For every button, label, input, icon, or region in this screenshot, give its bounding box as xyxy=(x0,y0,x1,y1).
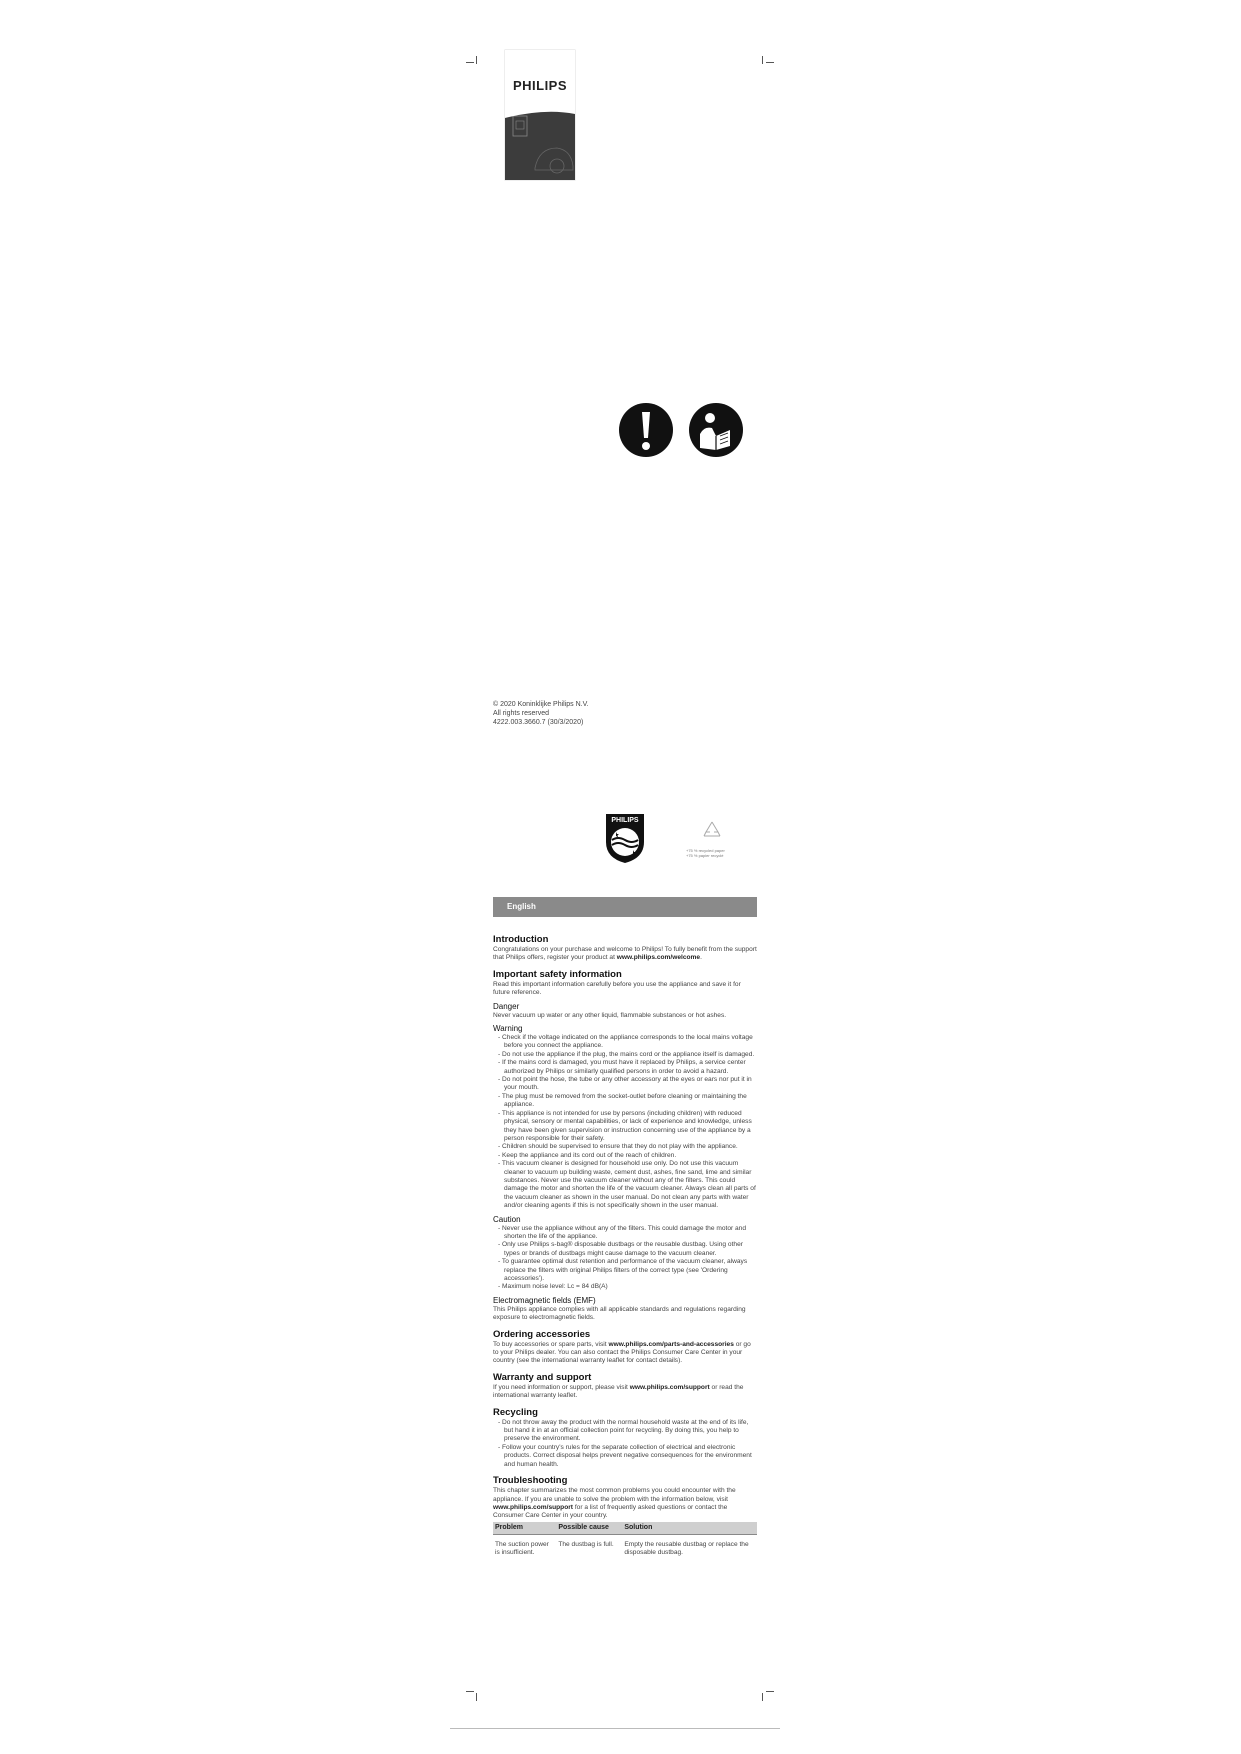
manual-content xyxy=(493,928,757,1557)
document-number: 4222.003.3660.7 (30/3/2020) xyxy=(493,719,584,726)
crop-mark-bottom-left xyxy=(466,1690,476,1700)
warning-list xyxy=(493,1034,757,1211)
caution-list xyxy=(493,1225,757,1292)
copyright-block xyxy=(493,700,589,727)
list-item: - Do not point the hose, the tube or any other accessory at the eyes or ears nor put it in your mouth. xyxy=(493,1076,757,1093)
page-edge-line xyxy=(450,1728,780,1729)
recycle-text-en: +75 % recycled paper xyxy=(686,848,725,853)
list-item: - Keep the appliance and its cord out of the reach of children. xyxy=(493,1152,757,1160)
emf-heading: Electromagnetic fields (EMF) xyxy=(493,1295,596,1305)
list-item: - This appliance is not intended for use by persons (including children) with reduced physical, sensory or mental capabilities, or lack of experience and knowledge, unless they have been given supervision or instruction concerning use of the appliance by a person responsible for their safety. xyxy=(493,1110,757,1144)
troubleshooting-table xyxy=(493,1522,757,1557)
introduction-text: Congratulations on your purchase and welcome to Philips! To fully benefit from the support that Philips offers, register your product at www.philips.com/welcome. xyxy=(493,946,757,962)
cover-thumbnail xyxy=(505,50,575,180)
philips-shield-logo xyxy=(604,812,646,864)
crop-mark-top-right xyxy=(762,56,772,66)
safety-text: Read this important information carefully before you use the appliance and save it for future reference. xyxy=(493,980,741,997)
section-title-recycling: Recycling xyxy=(493,1406,538,1418)
parts-link[interactable]: www.philips.com/parts-and-accessories xyxy=(608,1340,734,1348)
table-row xyxy=(493,1534,757,1557)
list-item: - The plug must be removed from the socket-outlet before cleaning or maintaining the appliance. xyxy=(493,1093,757,1110)
section-title-ordering: Ordering accessories xyxy=(493,1328,591,1340)
table-cell: The suction power is insufficient. xyxy=(493,1534,556,1557)
welcome-link[interactable]: www.philips.com/welcome xyxy=(616,954,701,962)
cover-brand: PHILIPS xyxy=(512,78,568,93)
caution-heading: Caution xyxy=(493,1214,521,1224)
list-item: - Maximum noise level: Lc = 84 dB(A) xyxy=(493,1283,757,1291)
list-item: - To guarantee optimal dust retention and performance of the vacuum cleaner, always replace the filters with original Philips filters of the correct type (see 'Ordering accessories'). xyxy=(493,1258,757,1283)
support-link[interactable]: www.philips.com/support xyxy=(493,1503,573,1511)
warranty-text: If you need information or support, please visit www.philips.com/support or read the international warranty leaflet. xyxy=(493,1383,744,1400)
emf-text: This Philips appliance complies with all applicable standards and regulations regarding exposure to electromagnetic fields. xyxy=(493,1305,746,1322)
recycled-paper-mark xyxy=(686,820,746,860)
read-manual-icon xyxy=(689,403,743,457)
list-item: - Check if the voltage indicated on the appliance corresponds to the local mains voltage before you connect the appliance. xyxy=(493,1034,757,1051)
header-cause: Possible cause xyxy=(556,1522,622,1535)
danger-text: Never vacuum up water or any other liquid, flammable substances or hot ashes. xyxy=(493,1011,727,1019)
cover-product-panel xyxy=(505,108,575,180)
list-item: - Never use the appliance without any of the filters. This could damage the motor and shorten the life of the appliance. xyxy=(493,1225,757,1242)
recycle-text-fr: +75 % papier recyclé xyxy=(686,853,724,858)
vacuum-cleaner-icon xyxy=(505,108,575,180)
warning-heading: Warning xyxy=(493,1024,523,1034)
section-title-warranty: Warranty and support xyxy=(493,1371,592,1383)
copyright-line: © 2020 Koninklijke Philips N.V. xyxy=(493,701,589,708)
list-item: - Do not use the appliance if the plug, the mains cord or the appliance itself is damaged. xyxy=(493,1051,757,1059)
list-item: - Only use Philips s-bag® disposable dustbags or the reusable dustbag. Using other types or brands of dustbags might cause damage to the vacuum cleaner. xyxy=(493,1241,757,1258)
table-cell: Empty the reusable dustbag or replace the disposable dustbag. xyxy=(622,1534,757,1557)
safety-icons xyxy=(618,402,748,460)
list-item: - Follow your country's rules for the separate collection of electrical and electronic products. Correct disposal helps prevent negative consequences for the environment and human health. xyxy=(493,1444,757,1469)
section-title-introduction: Introduction xyxy=(493,934,549,945)
list-item: - This vacuum cleaner is designed for household use only. Do not use this vacuum cleaner to vacuum up building waste, cement dust, ashes, fine sand, lime and similar substances. Never use the vacuum cleaner without any of the filters. This could damage the motor and shorten the life of the vacuum cleaner. Always clean all parts of the vacuum cleaner as shown in the user manual. Do not clean any parts with water and/or cleaning agents if this is not specifically shown in the user manual. xyxy=(493,1160,757,1210)
support-link[interactable]: www.philips.com/support xyxy=(629,1383,710,1391)
exclamation-icon xyxy=(619,403,673,457)
section-title-troubleshooting: Troubleshooting xyxy=(493,1475,568,1487)
table-header-row xyxy=(493,1522,757,1535)
language-header-bar xyxy=(493,897,757,917)
list-item: - Do not throw away the product with the normal household waste at the end of its life, but hand it in at an official collection point for recycling. By doing this, you help to preserve the environment. xyxy=(493,1419,757,1444)
troubleshooting-text: This chapter summarizes the most common problems you could encounter with the appliance. If you are unable to solve the problem with the information below, visit www.philips.com/support for a list of frequently asked questions or contact the Consumer Care Center in your country. xyxy=(493,1487,736,1520)
language-label: English xyxy=(507,902,536,911)
header-problem: Problem xyxy=(493,1522,556,1535)
recycle-icon xyxy=(700,820,724,842)
section-title-safety: Important safety information xyxy=(493,968,622,980)
danger-heading: Danger xyxy=(493,1001,520,1011)
list-item: - If the mains cord is damaged, you must have it replaced by Philips, a service center authorized by Philips or similarly qualified persons in order to avoid a hazard. xyxy=(493,1059,757,1076)
table-cell: The dustbag is full. xyxy=(556,1534,622,1557)
ordering-text: To buy accessories or spare parts, visit www.philips.com/parts-and-accessories or go to your Philips dealer. You can also contact the Philips Consumer Care Center in your country (see the international warranty leaflet for contact details). xyxy=(493,1340,751,1365)
crop-mark-top-left xyxy=(466,56,476,66)
header-solution: Solution xyxy=(622,1522,757,1535)
rights-line: All rights reserved xyxy=(493,710,550,717)
recycling-list xyxy=(493,1419,757,1469)
shield-brand: PHILIPS xyxy=(611,817,639,824)
crop-mark-bottom-right xyxy=(762,1690,772,1700)
list-item: - Children should be supervised to ensure that they do not play with the appliance. xyxy=(493,1143,757,1151)
